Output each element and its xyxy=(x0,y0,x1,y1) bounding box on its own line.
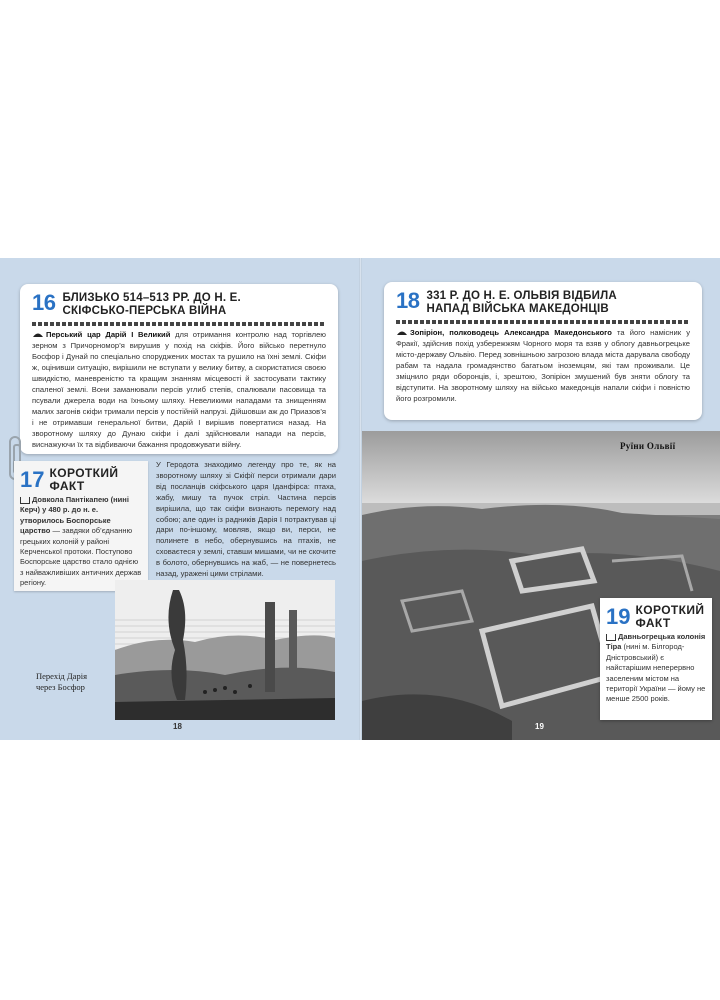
book-icon xyxy=(606,634,616,641)
entry-body: Зопіріон, полководець Александра Македонського та його намісник у Фракії, здійснив похід узбережжям Чорного моря та взяв у облогу давньогрецьке місто-державу Ольвію. Перед зовнішньою загрозою влада міста дарувала свободу рабам та надала громадянство багатьом іноземцям, які там проживали. Це зміцнило ряди оборонців, і, зрештою, Зопіріон змушений був зняти облогу та відступити. На зворотному шляху на військо македонців напали скіфи і повністю його розгромили. xyxy=(396,328,690,403)
fact-title: КОРОТКИЙ ФАКТ xyxy=(49,466,119,493)
dashed-divider xyxy=(32,322,326,326)
engraving-image xyxy=(115,580,335,720)
fact-title: КОРОТКИЙ ФАКТ xyxy=(635,603,705,630)
photo-caption: Руїни Ольвії xyxy=(620,441,676,451)
entry-body: Перський цар Дарій І Великий для отримання контролю над торгівлею зерном з Причорномор’я вирушив у похід на скіфів. Його військо перетнуло Босфор і Дунай по спеціально споруджених мостах та рушило на їхні землі. Скіфи ж, оцінивши ситуацію, вирішили не вступати у велику битву, а скористатися своєю швидкістю, маневреністю та кращим знанням місцевості й застосувати тактику спаленої землі. Вони заманювали персів углиб степів, спалювали пасовища та псували джерела води на їхньому шляху. Невеликими нападами та знищенням малих загонів скіфи тримали персів у постійній напрузі. Дійшовши аж до Приазов’я і не отримавши генеральної битви, Дарій І вирішив повертатися назад. На зворотному шляху до Дунаю скіфи і далі здійснювали напади на персів, виснажуючи їх та відбиваючи бажання продовжувати війну. xyxy=(32,330,326,449)
page-number-left: 18 xyxy=(173,722,182,731)
legend-text: У Геродота знаходимо легенду про те, як на зворотному шляху зі Скіфії перси отримали дари від посланців скіфського царя Іданфірса: птаха, жабу, мишу та пучок стріл. Частина персів вирішила, що так скіфи визнають перемогу над собою; але один із радників Дарія І потрактував ці дари по-іншому, мовляв, якщо ви, перси, не полинете в небо, обернувшись на птахів, не сховаєтеся у землі, ставши мишами, чи не скочите в болото, обернувшись на жаб, — не повернетесь назад, уражені цими стрілами. xyxy=(156,460,336,579)
engraving-caption: Перехід Дарія через Босфор xyxy=(36,671,87,692)
page-number-right: 19 xyxy=(535,722,544,731)
dashed-divider xyxy=(396,320,690,324)
fact-number: 17 xyxy=(20,467,45,492)
entry-title: 331 Р. ДО Н. Е. ОЛЬВІЯ ВІДБИЛА НАПАД ВІЙСЬКА МАКЕДОНЦІВ xyxy=(426,290,617,315)
fact-17-card xyxy=(14,461,148,591)
entry-16-card xyxy=(20,284,338,454)
fact-number: 19 xyxy=(606,604,631,629)
entry-number: 16 xyxy=(32,290,56,315)
helmet-icon xyxy=(396,330,408,336)
helmet-icon xyxy=(32,332,44,338)
entry-18-card xyxy=(384,282,702,420)
entry-number: 18 xyxy=(396,288,420,313)
fact-body: Давньогрецька колонія Тіра (нині м. Білгород-Дністровський) є найстарішим неперервно заселеним містом на території України — йому не менше 2500 років. xyxy=(606,632,706,704)
book-spread xyxy=(0,258,720,740)
fact-19-card xyxy=(600,598,712,720)
entry-title: БЛИЗЬКО 514–513 РР. ДО Н. Е. СКІФСЬКО-ПЕРСЬКА ВІЙНА xyxy=(62,292,241,317)
fact-body: Довкола Пантікапею (нині Керч) у 480 р. до н. е. утворилось Боспорське царство — завдяки об’єднанню грецьких колоній у районі Керченської протоки. Поступово Боспорське царство стало однією з найважливіших античних держав регіону. xyxy=(20,495,142,588)
book-icon xyxy=(20,497,30,504)
